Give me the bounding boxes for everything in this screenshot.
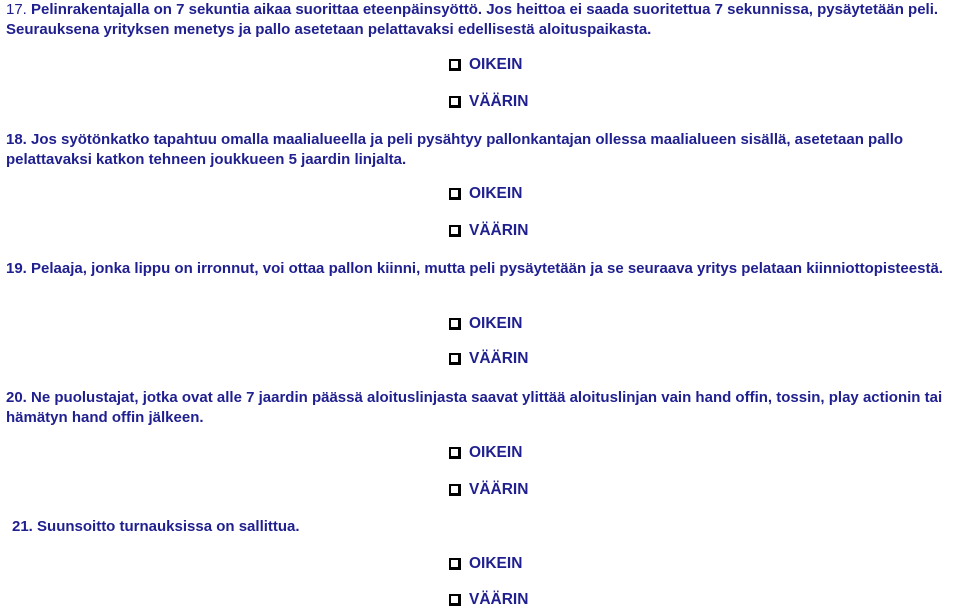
checkbox-icon[interactable] <box>449 353 461 365</box>
question-20 <box>6 388 956 428</box>
question-number: 21. <box>12 518 33 535</box>
option-label: VÄÄRIN <box>469 591 529 608</box>
option-label: OIKEIN <box>469 315 523 332</box>
q20-option-vaarin[interactable] <box>449 479 528 501</box>
option-label: VÄÄRIN <box>469 481 529 498</box>
option-label: VÄÄRIN <box>469 350 529 367</box>
q20-option-oikein[interactable] <box>449 442 522 464</box>
option-label: OIKEIN <box>469 185 523 202</box>
question-number: 20. <box>6 389 27 406</box>
question-text: Jos syötönkatko tapahtuu omalla maalialueella ja peli pysähtyy pallonkantajan ollessa maalialueen sisällä, asetetaan pallo pelattavaksi katkon tehneen joukkueen 5 jaardin linjalta. <box>6 131 904 168</box>
question-text: Ne puolustajat, jotka ovat alle 7 jaardin päässä aloituslinjasta saavat ylittää aloituslinjan vain hand offin, tossin, play actionin tai hämätyn hand offin jälkeen. <box>6 389 943 426</box>
q19-option-oikein[interactable] <box>449 313 522 335</box>
option-label: OIKEIN <box>469 56 523 73</box>
question-text: Suunsoitto turnauksissa on sallittua. <box>37 518 300 535</box>
q17-option-oikein[interactable] <box>449 54 522 76</box>
question-21 <box>12 517 952 537</box>
checkbox-icon[interactable] <box>449 59 461 71</box>
q18-option-vaarin[interactable] <box>449 220 528 242</box>
question-17 <box>6 0 956 40</box>
checkbox-icon[interactable] <box>449 318 461 330</box>
checkbox-icon[interactable] <box>449 188 461 200</box>
option-label: VÄÄRIN <box>469 222 529 239</box>
option-label: VÄÄRIN <box>469 93 529 110</box>
q17-option-vaarin[interactable] <box>449 91 528 113</box>
question-number: 17. <box>6 1 27 18</box>
question-number: 19. <box>6 260 27 277</box>
question-text: Pelaaja, jonka lippu on irronnut, voi ottaa pallon kiinni, mutta peli pysäytetään ja se seuraava yritys pelataan kiinniottopisteestä. <box>31 260 943 277</box>
question-18 <box>6 130 956 170</box>
option-label: OIKEIN <box>469 444 523 461</box>
checkbox-icon[interactable] <box>449 225 461 237</box>
checkbox-icon[interactable] <box>449 558 461 570</box>
question-19 <box>6 259 956 279</box>
checkbox-icon[interactable] <box>449 447 461 459</box>
q19-option-vaarin[interactable] <box>449 348 528 370</box>
q18-option-oikein[interactable] <box>449 183 522 205</box>
checkbox-icon[interactable] <box>449 96 461 108</box>
checkbox-icon[interactable] <box>449 594 461 606</box>
q21-option-oikein[interactable] <box>449 553 522 575</box>
question-number: 18. <box>6 131 27 148</box>
option-label: OIKEIN <box>469 555 523 572</box>
checkbox-icon[interactable] <box>449 484 461 496</box>
question-text: Pelinrakentajalla on 7 sekuntia aikaa suorittaa eteenpäinsyöttö. Jos heittoa ei saada suoritettua 7 sekunnissa, pysäytetään peli. Seurauksena yrityksen menetys ja pallo asetetaan pelattavaksi edellisestä aloituspaikasta. <box>6 1 939 38</box>
